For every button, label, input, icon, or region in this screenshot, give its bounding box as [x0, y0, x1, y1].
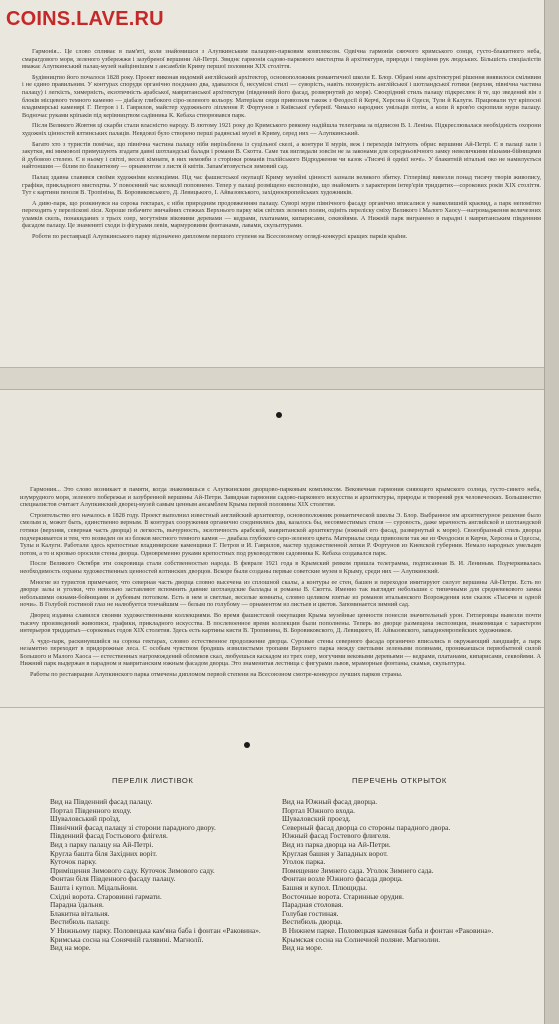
list-item: Портал Південного входу.: [50, 806, 132, 815]
ua-paragraph: А диво-парк, що розкинувся на сорока гектарах, є ніби природним продовженням палацу. Суворі мури північного фасаду органічно вписалися у навколишній краєвид, а парк непомітно переходить у переліскові ліси. Хороше побачите звичайних стежках Верхнього парку між світлих зелених полян, оцініть переліску сміху Великого і Малого Хаосу—нагромадження величезних уламків скель, понакиданих з трьох озер, могутніми віковими деревами — кедрами, платанами, кипарисами, секвойями. А Нижній парк вигранено в парадні і мавританським південним фасадом палацу. Це знамениті сходи із фігурами левів, мармуровими фонтанами, лавами, скульптурами.: [22, 199, 541, 230]
list-item: Шуваловський проїзд.: [50, 815, 121, 824]
list-item: Куточок парку.: [50, 858, 97, 867]
ru-paragraph: Многие из туристов примечают, что северная часть дворца словно высечена из сплошной скалы, а контуры ее стен, башен и переходов имитируют силуэт вершины Ай-Петри. Есть во дворце залы и уголки, что невольно заставляют вспомнить давние шотландские баллады и романы В. Скотта. Именно так выглядят небольшие с типичными для средневекового замка небольшими окнами-бойницами и дубовым потолком. Есть в нем и светлые, веселые комнаты, словно целиком взятые из романов итальянского Возрождения или сказок «Тысячи и одной ночи». В Голубой гостиной глаз не налюбуется тончайшим — белым по голубому — орнаментом из листьев и цветов. Запоминается зимний сад.: [20, 578, 541, 609]
list-item: Парадна їдальня.: [50, 901, 104, 910]
ukrainian-text-panel: [0, 0, 559, 368]
list-item: Фонтан біля Південного фасаду палацу.: [50, 875, 176, 884]
ua-list-title: ПЕРЕЛІК ЛИСТІВОК: [112, 776, 194, 785]
list-item: Южный фасад Гостевого флигеля.: [282, 832, 391, 841]
russian-text-panel: [0, 390, 559, 708]
list-item: Восточные ворота. Старинные орудия.: [282, 892, 404, 901]
list-item: Вестибюль дворца.: [282, 918, 343, 927]
ua-postcard-list: [50, 798, 275, 953]
list-item: Вид из парка дворца на Ай-Петри.: [282, 840, 391, 849]
list-item: Круглая башня у Западных ворот.: [282, 849, 388, 858]
list-item: Вид з парку палацу на Ай-Петрі.: [50, 840, 154, 849]
list-item: Північний фасад палацу зі сторони парадного двору.: [50, 823, 216, 832]
list-item: Кримська сосна на Сонячній галявині. Магнолії.: [50, 935, 204, 944]
list-item: Башта і купол. Мідальйони.: [50, 883, 138, 892]
list-item: Приміщення Зимового саду. Куточок Зимового саду.: [50, 866, 215, 875]
fold-strip: [0, 368, 559, 390]
ua-paragraph: Гармонія... Це слово спливає в пам'яті, коли знайомишся з Алупкинським палацово-парковим комплексом. Одвічна гармонія сяючого кримського сонця, густо-блакитного неба, смарагдового моря, зеленого узбережжя і зазубреної вершини Ай-Петрі. Звиднє гармонія садово-паркового мистецтва й архітектури, природи і творіння рук людських. Більшість спеціалістів вважає Алупкинський палац-музей найціннішим з ансамблів Криму першої половини XIX століття.: [22, 48, 541, 71]
list-item: У Нижньому парку. Половецька кам'яна баба і фонтан «Раковина».: [50, 926, 261, 935]
list-item: Шуваловский проезд.: [282, 815, 351, 824]
list-item: Крымская сосна на Солнечной поляне. Магнолии.: [282, 935, 441, 944]
list-item: Портал Южного входа.: [282, 806, 355, 815]
ru-paragraph: Работы по реставрации Алупкинского парка отмечены дипломом первой степени на Всесоюзном смотре-конкурсе лучших парков страны.: [30, 671, 403, 679]
list-item: Вид на Південний фасад палацу.: [50, 798, 153, 806]
ru-paragraph: Строительство его началось в 1828 году. Проект выполнил известный английский архитектор, основоположник романтической школы Э. Блор. Выбранное им архитектурное решение было смелым и, может быть, единственно верным. В контурах сооружения органично соединились два, казалось бы, несовместимых стиля — суровость, даже мрачность английской и шотландской готики (верхняя, северная часть дворца) и легкость, вычурность, экзотичность арабской, мавританской архитектуры (южный его фасад, развернутый к морю). Своеобразный стиль дворца подчеркивается и тем, что возведен он из блоков местного темного камня — диабаза глубокого серо-зеленого цвета. Материалы сюда привозили так же из Феодосии и Керчи, Херсона и Одессы, Тулы и Калуги. Работали здесь крепостные владимирские каменщики Г. Петров и И. Гаврилов, мастер художественной лепки Р. Фортунов из Киевской губернии. Немало народных умельцев потом, а то и кровью оросили стены дворца. Одновременно руками крепостных под руководством садовника К. Кебаха создавался парк.: [20, 511, 541, 557]
list-item: Вид на Южный фасад дворца.: [282, 798, 378, 806]
page-side-edge: [544, 0, 559, 1024]
ua-paragraph: Роботи по реставрації Алупкинського парку відзначено дипломом першого ступеня на Всесоюзному огляді-конкурсі кращих парків країни.: [32, 233, 408, 241]
list-item: Блакитна вітальня.: [50, 909, 110, 918]
list-item: Вестибюль палацу.: [50, 918, 110, 927]
ua-paragraph: Після Великого Жовтня ці скарби стали власністю народу. В лютому 1921 року до Кримського ревкому надійшла телеграма за підписом В. І. Леніна. Підкреслювалася необхідність охорони художніх цінностей ялтинських палаців. Невдовзі було створено перші радянські музеї в Криму, серед них — Алупкинський.: [22, 122, 541, 137]
list-item: Вид на море.: [282, 944, 323, 953]
ru-paragraph: Дворец издавна славился своими художественными коллекциями. Во время фашистской оккупации Крыма музейные ценности понесли значительный урон. Гитлеровцы вывезли почти тысячу произведений живописи, графики, прикладного искусства. В послевоенное время коллекции были пополнены. Теперь во дворце размещена экспозиция, знакомящая с характером интерьеров тридцатых—сороковых годов XIX столетия. Здесь есть картины кисти В. Тропинина, В. Боровиковского, Д. Левицкого, И. Айвазовского, западноевропейских художников.: [20, 611, 541, 635]
list-item: В Нижнем парке. Половецкая каменная баба и фонтан «Раковина».: [282, 926, 494, 935]
ru-paragraph: А чудо-парк, раскинувшийся на сорока гектарах, словно естественное продолжение дворца. Суровые стены северного фасада органично вписались в окружающий ландшафт, а парк незаметно переходит в придорожные леса. С особым чувством бродишь извилистыми тропами Верхнего парка между светлыми зелеными полянами, проникаешься первобытной силой Большого и Малого Хаоса — естественных нагромождений обломков скал, любуешься каскадом из трех озер, могучими вековыми деревьями — кедрами, платанами, кипарисами, секвойями. А Нижний парк выдержан в парадном и мавританским южным фасадом дворца. Это знаменитая лестница с фигурами львов, мраморные фонтаны, скамьи, скульптуры.: [20, 637, 541, 668]
ru-postcard-list: [282, 798, 532, 953]
list-item: Вид на море.: [50, 944, 91, 953]
list-item: Кругла башта біля Західних воріт.: [50, 849, 157, 858]
list-item: Уголок парка.: [282, 858, 326, 867]
list-item: Северный фасад дворца со стороны парадного двора.: [282, 823, 451, 832]
ru-paragraph: Гармония... Это слово возникает в памяти, когда знакомишься с Алупкинским дворцово-парковым комплексом. Вековечная гармония сияющего крымского солнца, густо-синего неба, изумрудного моря, зеленого побережья и зазубренной вершины Ай-Петри. Завидная гармония садово-паркового искусства и архитектуры, природы и творений рук человеческих. Большинство специалистов считает Алупкинский дворец-музей самым ценным ансамблем Крыма первой половины XIX столетия.: [20, 486, 541, 509]
list-item: Східні ворота. Старовинні гармати.: [50, 892, 162, 901]
ua-paragraph: Палац здавна славився своїми художніми колекціями. Під час фашистської окупації Криму музейні цінності зазнали великого збитку. Гітлерівці вивезли понад тисячу творів живопису, графіки, прикладного мистецтва. У повоєнний час колекції поповнено. Тепер у палаці розміщено експозицію, що знайомить з характером інтер'єрів тридцятих—сорокових років XIX століття. Тут є картини пензля В. Тропініна, В. Боровиковського, Д. Левицького, І. Айвазовського, західноєвропейських художників.: [22, 173, 541, 197]
site-watermark: COINS.LAVE.RU: [6, 8, 164, 30]
list-item: Фонтан возле Южного фасада дворца.: [282, 875, 403, 884]
punch-hole: [244, 742, 250, 748]
list-item: Голубая гостиная.: [282, 909, 339, 918]
list-item: Південний фасад Гостьового флігеля.: [50, 832, 168, 841]
list-item: Помещение Зимнего сада. Уголок Зимнего сада.: [282, 866, 434, 875]
ua-paragraph: Будівництво його почалося 1828 року. Проект виконав видомий англійський архітектор, основоположник романтичної школи Е. Блор. Обрані ним архітектурні рішення виявилося сміливим і не єдино правильним. У контурах споруди органічно поєднано два, здавалося б, несумісні стилі — суворість, навіть похмурість англійської і шотландської готики (верхня, північна частина палацу) і легкість, химерність, екзотичність арабської, мавританської архітектури (південний його фасад, розвернутий до моря). Своєрідний стиль палацу підкреслює й те, що зведений він з блоків місцевого темного каменю — діабазу глибокого сіро-зеленого кольору. Матеріали сюди привозили також з Феодосії й Керчі, Херсона й Одеси, Тули й Калуги. Працювали тут кріпосні владимирські каменярі Г. Петров і І. Гаврилов, майстер художнього ліплення Р. Фортунов з Київської губернії. Чимало народних умільців потім, а коли й кров'ю скропили мури палацу. Водночас руками кріпаків під керівництвом садівника К. Кебаха створювався парк.: [22, 73, 541, 119]
list-item: Башня и купол. Плющиды.: [282, 883, 368, 892]
ru-list-title: ПЕРЕЧЕНЬ ОТКРЫТОК: [352, 776, 447, 785]
list-item: Парадная столовая.: [282, 901, 344, 910]
punch-hole: [276, 412, 282, 418]
ua-paragraph: Багато хто з туристів помічає, що північна частина палацу ніби вирізьблена із суцільної скелі, а контури її мурів, веж і переходів імітують обрис вершини Ай-Петрі. Є в палаці зали і закутки, які мимоволі примушують згадати давні шотландські балади і романи В. Скотта. Саме так виглядали зовсім не за законами для середньовічного замку невеличкими вікнами-бійницями й дубовою стелею. Є в ньому і світлі, веселі кімнати, в них немовби з сторінки романів італійського Відродження чи казок «Тисячі й однієї ночі». У блакитній вітальні око не намилується найтоншим — білим по блакитному — орнаментом з листя й квітів. Запам'ятовується зимовий сад.: [22, 140, 541, 171]
ru-paragraph: После Великого Октября эти сокровища стали собственностью народа. В феврале 1921 года в Крымский ревком пришла телеграмма, подписанная В. И. Лениным. Подчеркивалась необходимость охраны художественных ценностей ялтинских дворцов. Вскоре были созданы первые советские музеи в Крыму, среди них — Алупкинский.: [20, 560, 541, 575]
